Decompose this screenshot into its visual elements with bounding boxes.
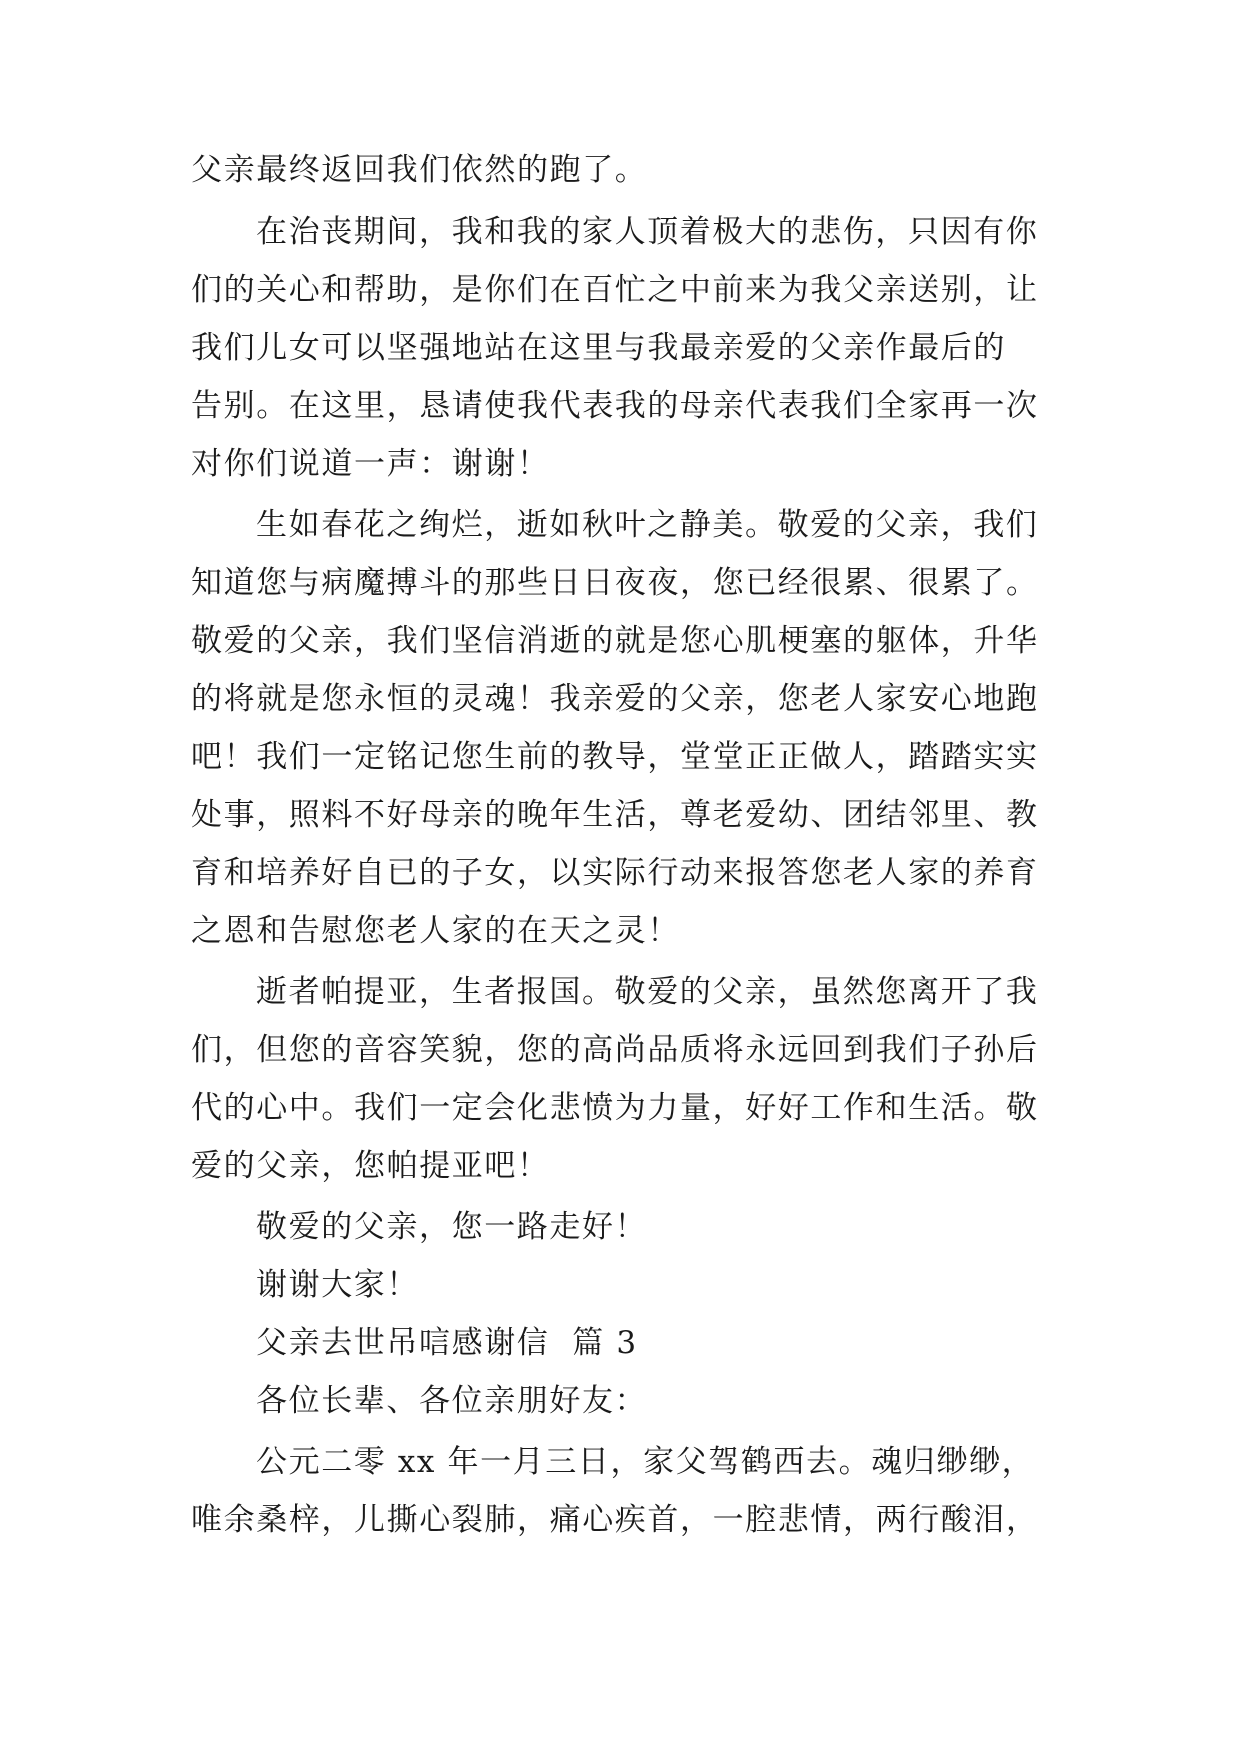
text-line: 知道您与病魔搏斗的那些日日夜夜，您已经很累、很累了。 [191,565,1039,601]
salutation: 各位长辈、各位亲朋好友： [256,1383,648,1419]
text-line: 父亲最终返回我们依然的跑了。 [191,152,648,188]
text-line: 唯余桑梓，儿撕心裂肺，痛心疾首，一腔悲情，两行酸泪， [191,1502,1039,1538]
text-line: 育和培养好自已的子女，以实际行动来报答您老人家的养育 [191,855,1039,891]
section-heading: 父亲去世吊唁感谢信 篇 3 [256,1325,638,1361]
paragraph-start: 在治丧期间，我和我的家人顶着极大的悲伤，只因有你 [256,214,1039,250]
text-line: 告别。在这里，恳请使我代表我的母亲代表我们全家再一次 [191,388,1039,424]
paragraph-start: 敬爱的父亲，您一路走好！ [256,1209,648,1245]
text-line: 对你们说道一声：谢谢！ [191,446,550,482]
text-line: 我们儿女可以坚强地站在这里与我最亲爱的父亲作最后的 [191,330,1006,366]
paragraph-start: 公元二零 xx 年一月三日，家父驾鹤西去。魂归缈缈， [256,1444,1035,1480]
text-line: 们，但您的音容笑貌，您的高尚品质将永远回到我们子孙后 [191,1032,1039,1068]
paragraph-start: 逝者帕提亚，生者报国。敬爱的父亲，虽然您离开了我 [256,974,1039,1010]
text-line: 敬爱的父亲，我们坚信消逝的就是您心肌梗塞的躯体，升华 [191,623,1039,659]
text-line: 之恩和告慰您老人家的在天之灵！ [191,913,680,949]
text-line: 的将就是您永恒的灵魂！我亲爱的父亲，您老人家安心地跑 [191,681,1039,717]
text-line: 吧！我们一定铭记您生前的教导，堂堂正正做人，踏踏实实 [191,739,1039,775]
paragraph-start: 生如春花之绚烂，逝如秋叶之静美。敬爱的父亲，我们 [256,507,1039,543]
text-line: 处事，照料不好母亲的晚年生活，尊老爱幼、团结邻里、教 [191,797,1039,833]
text-line: 们的关心和帮助，是你们在百忙之中前来为我父亲送别，让 [191,272,1039,308]
text-line: 代的心中。我们一定会化悲愤为力量，好好工作和生活。敬 [191,1090,1039,1126]
paragraph-start: 谢谢大家！ [256,1267,419,1303]
text-line: 爱的父亲，您帕提亚吧！ [191,1148,550,1184]
